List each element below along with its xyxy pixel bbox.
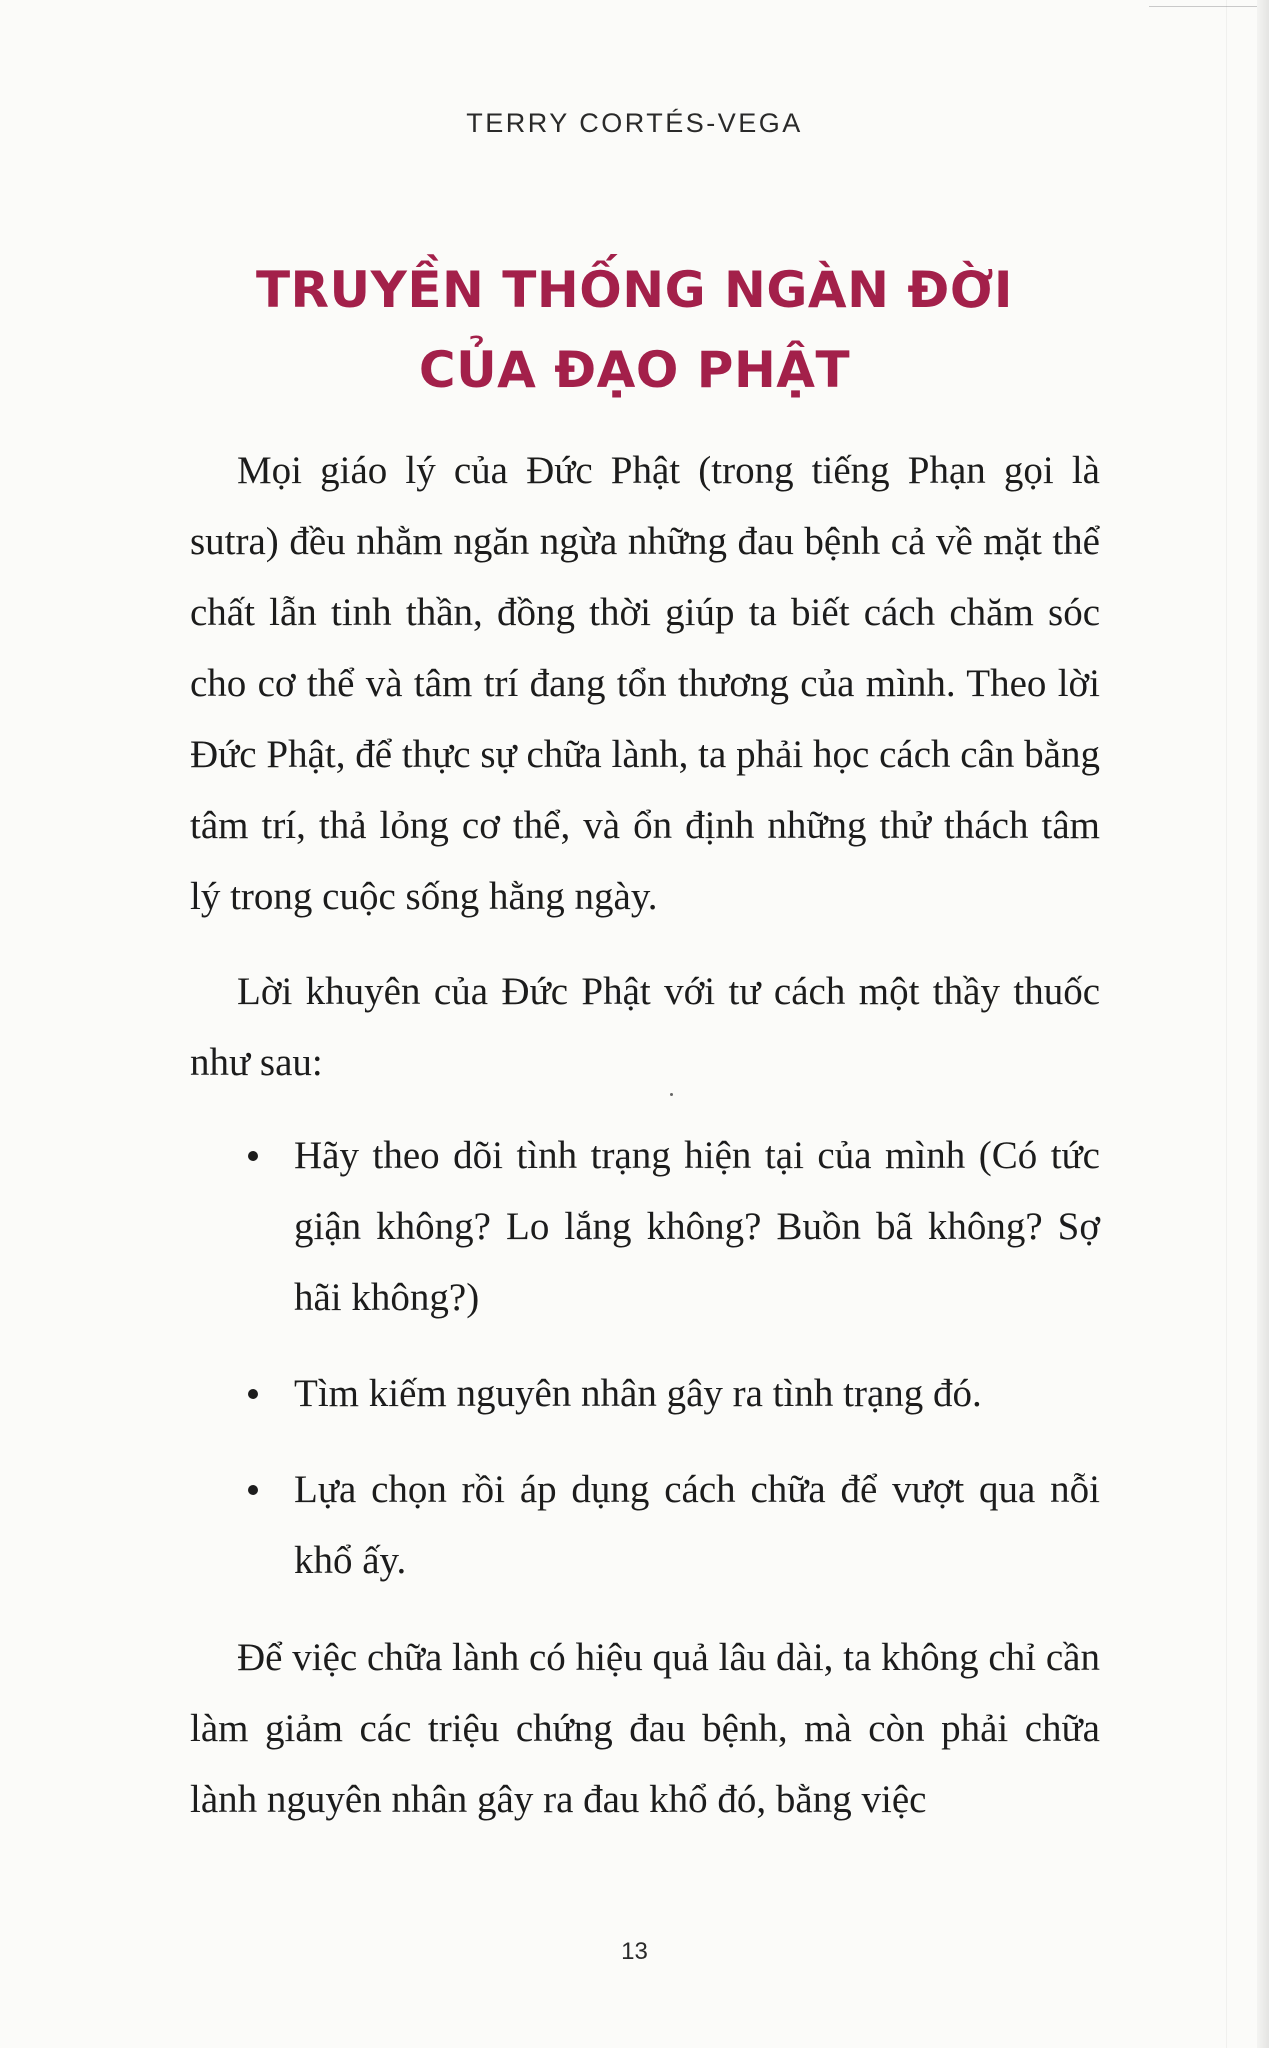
body-text	[190, 435, 1100, 1835]
list-item	[190, 1358, 1100, 1429]
advice-list	[190, 1120, 1100, 1596]
paper-speck	[670, 1093, 673, 1096]
list-item-text: Tìm kiếm nguyên nhân gây ra tình trạng đó.	[294, 1372, 982, 1415]
chapter-title-line-2: CỦA ĐẠO PHẬT	[418, 341, 851, 399]
page-number: 13	[621, 1938, 648, 1965]
list-item	[190, 1454, 1100, 1596]
paragraph-healing: Để việc chữa lành có hiệu quả lâu dài, ta không chỉ cần làm giảm các triệu chứng đau bệnh, mà còn phải chữa lành nguyên nhân gây ra đau khổ đó, bằng việc	[190, 1636, 1100, 1821]
list-item-text: Lựa chọn rồi áp dụng cách chữa để vượt qua nỗi khổ ấy.	[294, 1468, 1100, 1582]
bullet-icon	[248, 1485, 258, 1495]
list-item	[190, 1120, 1100, 1333]
chapter-title-line-1: TRUYỀN THỐNG NGÀN ĐỜI	[255, 261, 1014, 319]
paragraph-advice-lead: Lời khuyên của Đức Phật với tư cách một thầy thuốc như sau:	[190, 970, 1100, 1084]
bullet-icon	[248, 1151, 258, 1161]
paragraph-intro: Mọi giáo lý của Đức Phật (trong tiếng Phạn gọi là sutra) đều nhằm ngăn ngừa những đau bệnh cả về mặt thể chất lẫn tinh thần, đồng thời giúp ta biết cách chăm sóc cho cơ thể và tâm trí đang tổn thương của mình. Theo lời Đức Phật, để thực sự chữa lành, ta phải học cách cân bằng tâm trí, thả lỏng cơ thể, và ổn định những thử thách tâm lý trong cuộc sống hằng ngày.	[190, 449, 1100, 918]
list-item-text: Hãy theo dõi tình trạng hiện tại của mình (Có tức giận không? Lo lắng không? Buồn bã không? Sợ hãi không?)	[294, 1134, 1100, 1319]
chapter-title	[0, 250, 1269, 410]
bullet-icon	[248, 1389, 258, 1399]
running-head: TERRY CORTÉS-VEGA	[466, 108, 803, 138]
page-edge-mark	[1149, 6, 1269, 7]
